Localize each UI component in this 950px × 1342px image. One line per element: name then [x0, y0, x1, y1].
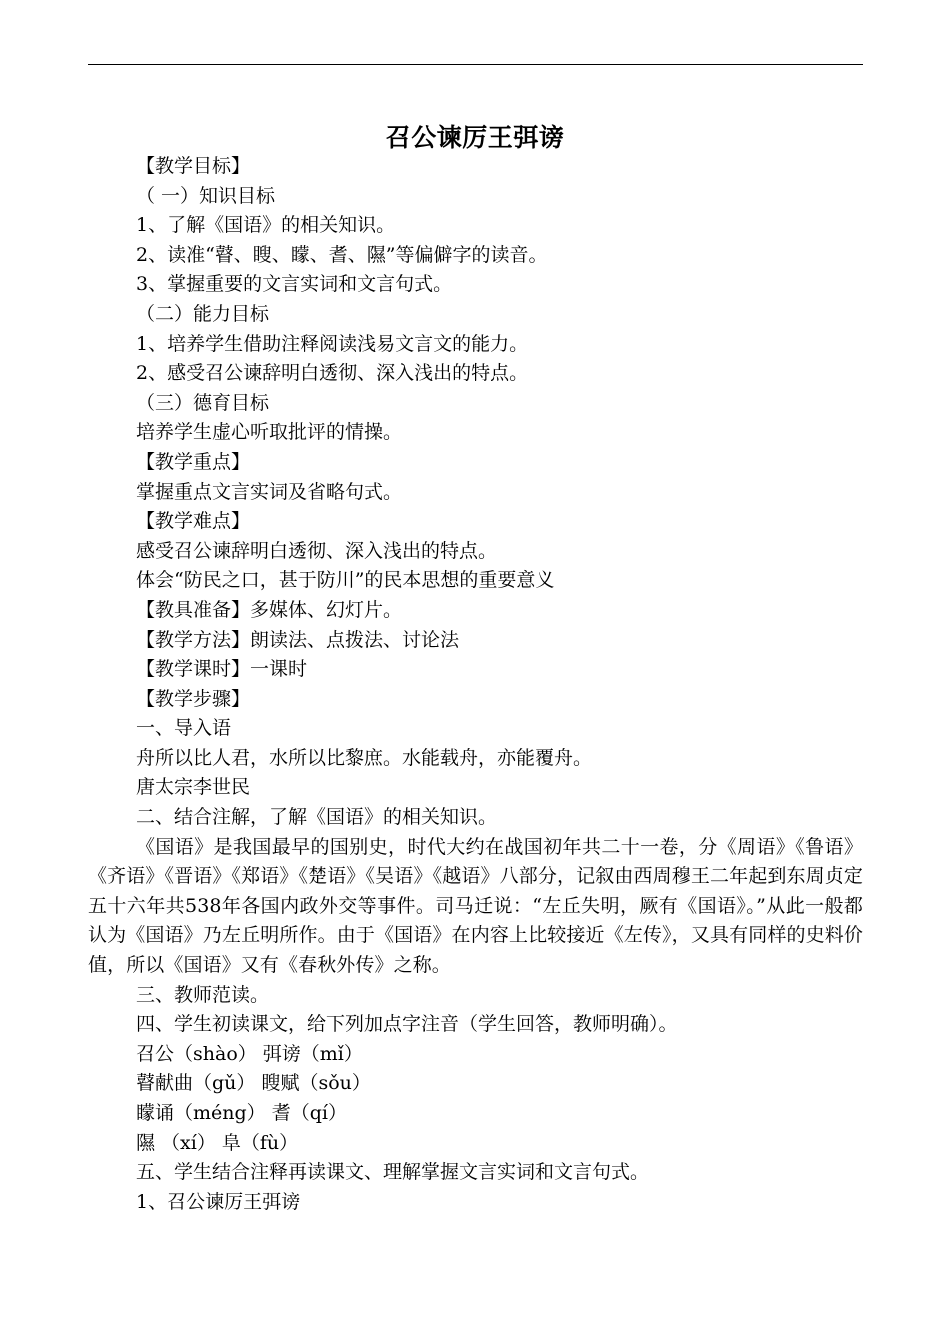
step-heading: 三、教师范读。 [136, 983, 270, 1006]
text-line: 1、了解《国语》的相关知识。 [136, 214, 396, 237]
document-body [0, 152, 950, 1217]
pinyin-line: 瞽献曲（gǔ） 瞍赋（sǒu） [136, 1072, 371, 1095]
document-title: 召公谏厉王弭谤 [385, 123, 565, 152]
section-heading: 【教学步骤】 [136, 687, 251, 710]
text-line: 【教具准备】多媒体、幻灯片。 [136, 598, 403, 621]
header-rule [88, 64, 863, 65]
text-line: 2、感受召公谏辞明白透彻、深入浅出的特点。 [136, 362, 529, 385]
pinyin-line: 矇诵（méng） 耆（qí） [136, 1102, 347, 1124]
step-heading: 二、结合注解，了解《国语》的相关知识。 [136, 806, 498, 829]
step-heading: 四、学生初读课文，给下列加点字注音（学生回答，教师明确）。 [136, 1013, 678, 1036]
text-line: 1、培养学生借助注释阅读浅易文言文的能力。 [136, 332, 529, 355]
text-line: 【教学课时】一课时 [136, 658, 308, 681]
subsection-heading: （二）能力目标 [136, 302, 270, 325]
text-line: 体会“防民之口，甚于防川”的民本思想的重要意义 [136, 569, 555, 592]
text-line: 3、掌握重要的文言实词和文言句式。 [136, 273, 453, 296]
step-heading: 一、导入语 [136, 717, 232, 740]
text-line: 1、召公谏厉王弭谤 [136, 1190, 301, 1213]
text-line: 培养学生虚心听取批评的情操。 [136, 421, 403, 444]
text-line: 掌握重点文言实词及省略句式。 [136, 480, 403, 503]
section-heading: 【教学目标】 [136, 155, 251, 177]
text-line: 2、读准“瞽、瞍、矇、耆、隰”等偏僻字的读音。 [136, 243, 548, 266]
quote-line: 舟所以比人君，水所以比黎庶。水能载舟，亦能覆舟。 [136, 746, 593, 769]
quote-attribution: 唐太宗李世民 [136, 776, 251, 799]
subsection-heading: （三）德育目标 [136, 391, 270, 414]
text-line: 【教学方法】朗读法、点拨法、讨论法 [136, 628, 460, 651]
pinyin-line: 召公（shào） 弭谤（mǐ） [136, 1042, 363, 1065]
section-heading: 【教学重点】 [136, 450, 251, 473]
text-line: 感受召公谏辞明白透彻、深入浅出的特点。 [136, 539, 498, 562]
subsection-heading: （ 一）知识目标 [136, 184, 276, 207]
section-heading: 【教学难点】 [136, 510, 251, 533]
pinyin-line: 隰 （xí） 阜（fù） [136, 1131, 299, 1154]
step-heading: 五、学生结合注释再读课文、理解掌握文言实词和文言句式。 [136, 1161, 650, 1184]
guoyu-paragraph: 《国语》是我国最早的国别史，时代大约在战国初年共二十一卷，分《周语》《鲁语》《齐语》《晋语》《郑语》《楚语》《吴语》《越语》八部分，记叙由西周穆王二年起到东周贞定五十六年共538年各国内政外交等事件。司马迁说：“左丘失明，厥有《国语》。”从此一般都认为《国语》乃左丘明所作。由于《国语》在内容上比较接近《左传》，又具有同样的史料价值，所以《国语》又有《春秋外传》之称。 [88, 835, 863, 977]
